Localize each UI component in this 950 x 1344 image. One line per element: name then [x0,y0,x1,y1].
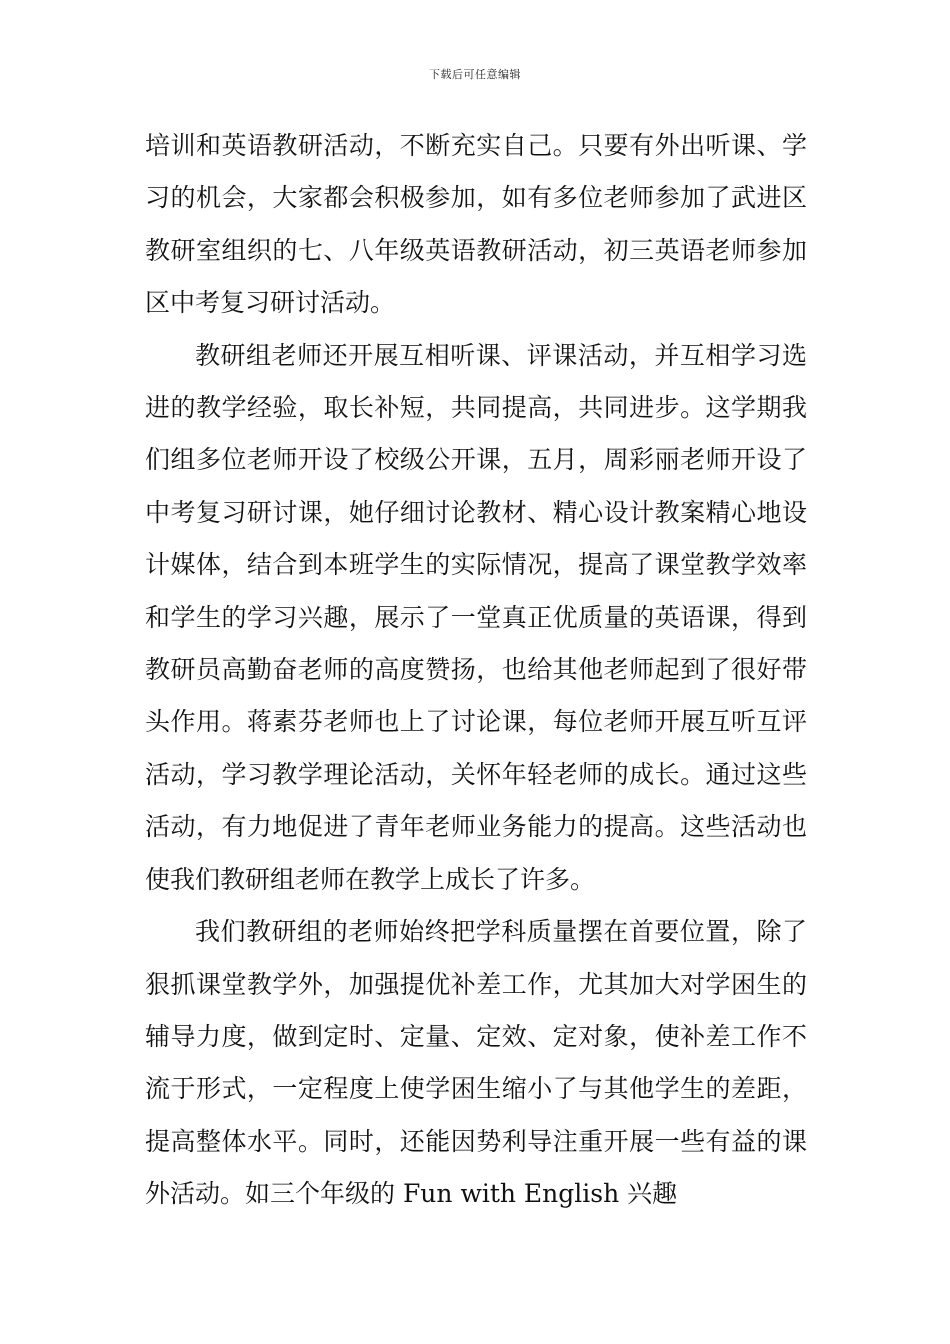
paragraph-peer-observation: 教研组老师还开展互相听课、评课活动，并互相学习选进的教学经验，取长补短，共同提高，共同进步。这学期我们组多位老师开设了校级公开课，五月，周彩丽老师开设了中考复习研讨课，她仔细讨论教材、精心设计教案精心地设计媒体，结合到本班学生的实际情况，提高了课堂教学效率和学生的学习兴趣，展示了一堂真正优质量的英语课，得到教研员高勤奋老师的高度赞扬，也给其他老师起到了很好带头作用。蒋素芬老师也上了讨论课，每位老师开展互听互评活动，学习教学理论活动，关怀年轻老师的成长。通过这些活动，有力地促进了青年老师业务能力的提高。这些活动也使我们教研组老师在教学上成长了许多。 [145,340,807,894]
paragraph-continued: 培训和英语教研活动，不断充实自己。只要有外出听课、学习的机会，大家都会积极参加，如有多位老师参加了武进区教研室组织的七、八年级英语教研活动，初三英语老师参加区中考复习研讨活动。 [145,131,807,318]
paragraph-quality-focus: 我们教研组的老师始终把学科质量摆在首要位置，除了狠抓课堂教学外，加强提优补差工作，尤其加大对学困生的辅导力度，做到定时、定量、定效、定对象，使补差工作不流于形式，一定程度上使学困生缩小了与其他学生的差距，提高整体水平。同时，还能因势利导注重开展一些有益的课外活动。如三个年级的 Fun with English 兴趣 [145,917,807,1209]
header-note: 下载后可任意编辑 [429,68,521,81]
document-body [145,120,807,1221]
